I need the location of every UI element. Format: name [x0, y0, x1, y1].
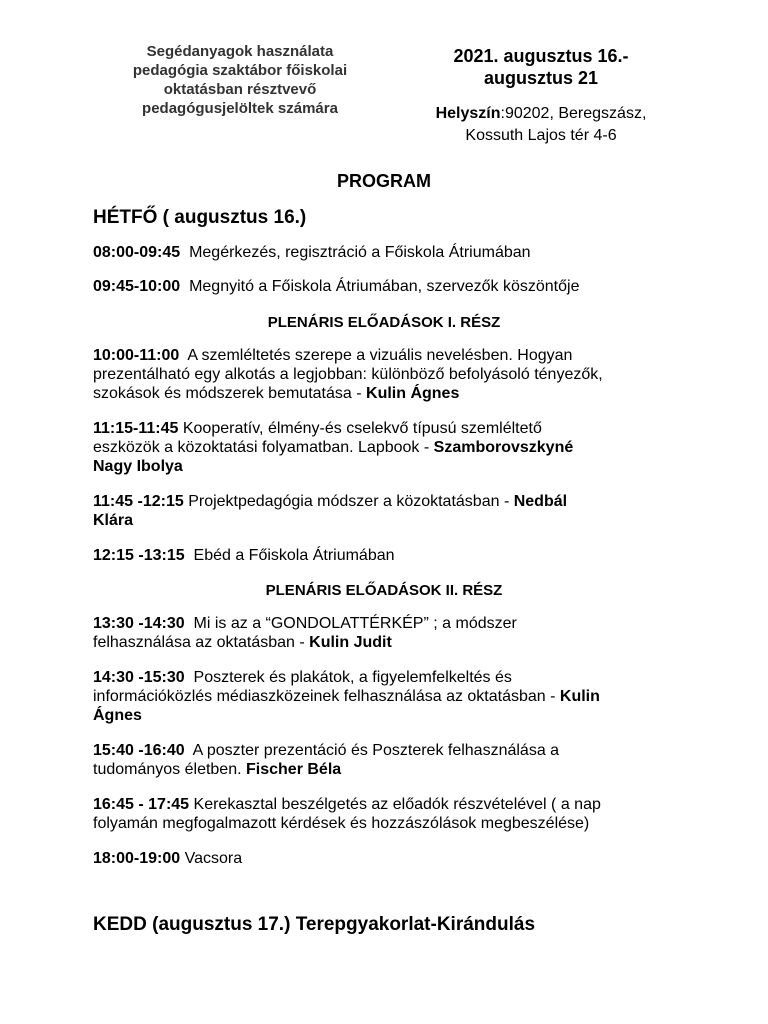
schedule-entry [93, 546, 673, 565]
schedule-entry [93, 795, 673, 833]
entry-text: prezentálható egy alkotás a legjobban: különböző befolyásoló tényezők, [93, 366, 603, 383]
event-dates [410, 45, 672, 89]
section-heading: PLENÁRIS ELŐADÁSOK I. RÉSZ [267, 314, 501, 331]
location-label: Helyszín [435, 105, 501, 122]
entry-time: 14:30 -15:30 [93, 669, 185, 686]
day-title-monday: HÉTFŐ ( augusztus 16.) [93, 207, 307, 228]
entry-time: 11:15-11:45 [93, 420, 179, 437]
entry-text: Projektpedagógia módszer a közoktatásban - [188, 493, 514, 510]
entry-text: Vacsora [184, 850, 243, 867]
entry-speaker: Kulin Judit [309, 634, 392, 651]
entry-speaker: Kulin [559, 688, 600, 705]
entry-time: 10:00-11:00 [93, 347, 180, 364]
event-info [410, 45, 672, 147]
schedule-entry [93, 492, 673, 530]
subtitle-line: oktatásban résztvevő [163, 81, 317, 98]
entry-time: 11:45 -12:15 [93, 493, 184, 510]
entry-speaker: Szamborovszkyné [433, 439, 574, 456]
entry-text: Poszterek és plakátok, a figyelemfelkeltés és [193, 669, 512, 686]
schedule-entry [93, 419, 673, 476]
entry-text: Kooperatív, élmény-és cselekvő típusú szemléltető [182, 420, 542, 437]
entry-text: eszközök a közoktatási folyamatban. Lapbook - [93, 439, 434, 456]
entry-text: Kerekasztal beszélgetés az előadók részvételével ( a nap [193, 796, 601, 813]
entry-time: 18:00-19:00 [93, 850, 181, 867]
entry-text: információközlés médiaszközeinek felhasználása az oktatásban - [93, 688, 560, 705]
entry-text: Megnyitó a Főiskola Átriumában, szervezők köszöntője [189, 278, 580, 295]
entry-time: 13:30 -14:30 [93, 615, 185, 632]
subtitle-line: pedagógia szaktábor főiskolai [132, 62, 348, 79]
document-subtitle [100, 42, 380, 118]
schedule-entry [93, 346, 673, 403]
entry-time: 08:00-09:45 [93, 244, 181, 261]
subtitle-line: pedagógusjelöltek számára [142, 100, 338, 117]
event-location [410, 103, 672, 147]
entry-time: 12:15 -13:15 [93, 547, 185, 564]
entry-text: A szemléltetés szerepe a vizuális nevelésben. Hogyan [187, 347, 573, 364]
schedule-entry [93, 668, 673, 725]
entry-text: folyamán megfogalmazott kérdések és hozzászólások megbeszélése) [93, 815, 590, 832]
program-title: PROGRAM [337, 171, 431, 191]
entry-text: szokások és módszerek bemutatása - [93, 385, 367, 402]
entry-speaker: Nedbál [513, 493, 568, 510]
entry-speaker: Fischer Béla [246, 761, 342, 778]
entry-text: Megérkezés, regisztráció a Főiskola Átriumában [189, 244, 531, 261]
schedule-entry [93, 277, 673, 296]
schedule-entry [93, 741, 673, 779]
schedule-entry [93, 614, 673, 652]
subtitle-line: Segédanyagok használata [146, 43, 334, 60]
entry-text: felhasználása az oktatásban - [93, 634, 310, 651]
entry-speaker: Klára [93, 512, 134, 529]
entry-text: Mi is az a “GONDOLATTÉRKÉP” ; a módszer [193, 615, 517, 632]
location-street: Kossuth Lajos tér 4-6 [465, 127, 617, 144]
entry-time: 15:40 -16:40 [93, 742, 185, 759]
entry-text: A poszter prezentáció és Poszterek felhasználása a [192, 742, 560, 759]
entry-speaker: Kulin Ágnes [366, 385, 460, 402]
entry-speaker: Nagy Ibolya [93, 458, 183, 475]
entry-text: Ebéd a Főiskola Átriumában [193, 547, 395, 564]
entry-time: 09:45-10:00 [93, 278, 181, 295]
entry-time: 16:45 - 17:45 [93, 796, 190, 813]
entry-text: tudományos életben. [93, 761, 246, 778]
dates-line: 2021. augusztus 16.- [453, 46, 629, 66]
dates-line: augusztus 21 [483, 68, 599, 88]
section-heading: PLENÁRIS ELŐADÁSOK II. RÉSZ [265, 582, 503, 599]
location-address: :90202, Beregszász, [500, 105, 647, 122]
schedule-entry [93, 849, 673, 868]
schedule-entry [93, 243, 673, 262]
day-title-tuesday: KEDD (augusztus 17.) Terepgyakorlat-Kirándulás [93, 914, 536, 935]
entry-speaker: Ágnes [93, 707, 142, 724]
